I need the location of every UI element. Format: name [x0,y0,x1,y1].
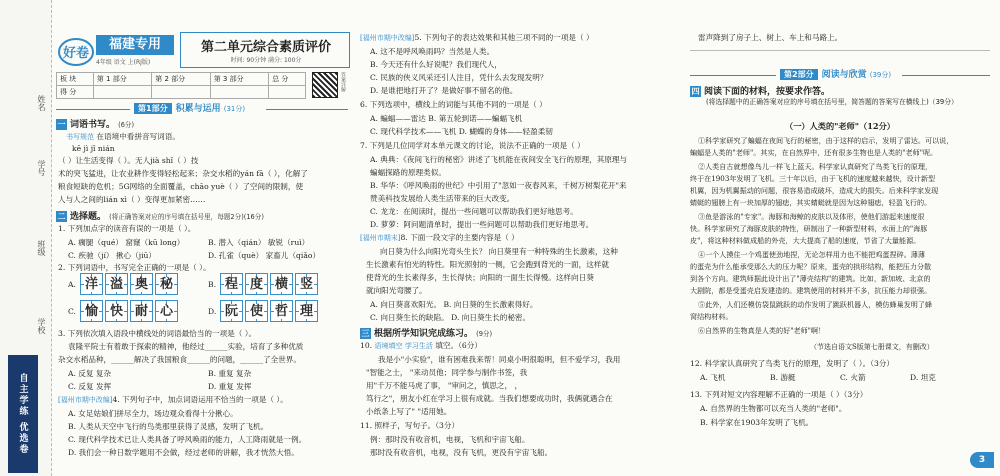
score-input[interactable] [269,86,306,99]
region-badge: 福建专用 [96,35,174,55]
divider [902,75,990,76]
char-boxes-b[interactable] [220,273,318,295]
option-b[interactable]: B. 华华：《呼风唤雨的世纪》中引用了"忽如一夜春风来，千树万树梨花开"来 [370,181,627,190]
article-paragraph: ⑥自然界的生物真是人类的好"老师"啊！ [698,326,826,335]
option-c[interactable]: C. 火箭 [840,373,866,382]
char-box: 程 [220,273,243,295]
carryover-line: 雷声降到了房子上、树上、车上和马路上。 [698,33,843,42]
margin-label-name: 姓名 [37,95,46,111]
option-a-label: A. [68,280,76,289]
page-title: 第二单元综合素质评价 [200,40,331,55]
section-title: 根据所学知识完成练习。 [374,329,474,339]
section-score: (6分) [118,121,135,129]
s1-line: 粮食短缺的危机；5G网络的全面覆盖，chāo yuè（ ）了空间的限制，使 [58,182,304,191]
question-10-title: 填空。（6分） [435,341,482,350]
option-d[interactable]: D. 坦克 [910,373,936,382]
option-c-label: C. [68,307,76,316]
part1-score: (31分) [223,105,246,113]
option-row[interactable]: A. 蝙蝠——雷达 B. 第五轮到诺——蝙蝠飞机 [370,114,523,123]
tag: 语境填空 [374,342,403,350]
question-13: 13. 下列对短文内容理解不正确的一项是（ ）（3分） [690,390,868,399]
logo-icon [56,32,96,68]
article-paragraph: 终于在1903年发明了飞机。三十年以后，由于飞机的速度越来越快，设计新型 [690,174,936,183]
char-box: 阮 [220,300,243,322]
q10-passage[interactable]: "智能之士， "来动员他；同学参与制作书签，我 [366,368,528,377]
section-score: (9分) [476,330,493,338]
article-paragraph: ⑤此外，人们还模仿袋鼠跳跃的动作发明了跳跃机器人，模仿蜂巢发明了蜂 [698,300,933,309]
article-source: （节选自语文S版第七册课文，有删改） [810,343,934,351]
q3-passage: 杂交水稻品种，______解决了我国粮食______的问题，______了全世界。 [58,355,301,364]
option-c[interactable]: C. 龙龙：在阅读时，提出一些问题可以帮助我们更好地思考。 [370,207,578,216]
score-input[interactable] [210,86,268,99]
score-input[interactable] [93,86,151,99]
qr-label: 答案详解 [340,72,346,92]
option-b[interactable]: B. 科学家在1903年发明了飞机。 [700,418,814,427]
question-4 [58,394,288,407]
char-box: 耐 [130,300,153,322]
tag: [福州市期中改编] [58,396,113,404]
section-note: (将正确答案对应的序号填在括号里，每题2分)(16分) [109,213,264,221]
option-b[interactable]: B. 今天还有什么好说呢？我们现代人， [370,60,502,69]
q10-passage: 笃行之"，朋友小红在学习上很有成就。当我们想要成功时，我俩就遇合在 [366,394,613,403]
score-cell: 第 2 部分 [152,73,210,86]
question-5-text: 5. 下列句子的表达效果和其他三项不同的一项是（ ） [414,33,594,42]
q8-passage: 向日葵为什么向阳光弯头生长？ 向日葵里有一种特殊的生长激素，这种 [380,247,618,256]
char-box: 度 [245,273,268,295]
part2-score: (39分) [869,71,892,79]
question-3: 3. 下列依次填入语段中横线处的词语最恰当的一项是（ ）。 [58,329,257,338]
option-a[interactable]: A. 瘸腿（qué） 窟窿（kū long） [68,238,185,247]
option-c[interactable]: C. 疾驰（jí） 揪心（jiū） [68,251,156,260]
option-b[interactable]: B. 人类从天空中飞行的鸟类那里获得了灵感，发明了飞机。 [68,422,269,431]
question-11: 11. 照样子，写句子。（3分） [360,421,460,430]
svg-text:好卷: 好卷 [62,46,90,61]
score-table [56,72,306,99]
grade-label: 4年级 语文 上(RJ版) [96,59,151,66]
question-4-text: 4. 下列句子中，加点词语运用不恰当的一项是（ ）。 [112,395,288,404]
section-number: 一 [57,120,66,129]
question-7: 7. 下列是几位同学对本单元课文的讨论，说法不正确的一项是（ ） [360,141,585,150]
option-c[interactable]: C. 反复 发挥 [68,382,112,391]
part2-heading [780,67,891,83]
s1-line: 术的突飞猛进，让农业耕作变得轻松起来；杂交水稻的yán fā（ ），化解了 [58,169,308,178]
section-title: 选择题。 [70,212,107,222]
q8-passage: 就向阳光弯腰了。 [366,286,427,295]
article-paragraph: 的蛋壳为什么能承受那么大的压力呢？原来，蛋壳的拱形结构，能把压力分散 [690,262,932,271]
section-title: 词语书写。 [70,120,116,130]
part1-tag: 第1部分 [134,103,172,114]
score-cell: 得 分 [57,86,94,99]
section-number: 四 [691,87,700,96]
brand-label: 自主学练 优选卷 [8,355,38,473]
q11-example: 例：那时没有收音机，电视，飞机和宇宙飞船。 [370,435,530,444]
tag: 学习生活 [404,342,433,350]
s1-line: 人与人之间的lián xì（ ）变得更加紧密…… [58,195,206,204]
option-b[interactable]: B. 重复 复杂 [208,369,252,378]
q11-example: 那时没有收音机，电视，没有飞机，更没有宇宙飞船。 [370,448,553,457]
option-b[interactable]: B. 潜入（qián） 敏锐（ruì） [208,238,310,247]
section-number: 二 [57,212,66,221]
qr-code-icon[interactable] [312,72,338,98]
q10-passage[interactable]: 小纸条上写了" "适用她。 [366,407,452,416]
column-2 [360,0,678,476]
option-a[interactable]: A. 飞机 [700,373,726,382]
tag: [福州市期中改编] [360,34,415,42]
score-cell: 第 1 部分 [93,73,151,86]
article-paragraph: 蝙蝠是人类的"老师"。其实，在自然界中，还有很多生物也是人类的"老师"呢。 [690,148,938,157]
option-row[interactable]: A. 向日葵喜欢阳光。 B. 向日葵的生长激素得好。 [370,300,538,309]
option-c[interactable]: C. 民族的侠义风采还引人注目，凭什么去发现发明？ [370,73,548,82]
part1-title: 积累与运用 [175,104,221,114]
char-box: 愉 [80,300,103,322]
question-number: 10. [360,341,373,350]
question-8-text: 8. 下面一段文字的主要内容是（ ） [400,233,519,242]
char-box: 竖 [295,273,318,295]
section-4-note: (将选择题中的正确答案对应的序号填在括号里，简答题的答案写在横线上)（39分） [706,98,958,106]
s1-line: （ ）让生活变得（ ）。无人jià shǐ（ ）技 [58,156,199,165]
option-row[interactable]: C. 现代科学技术——飞机 D. 蝴蝶的身体——轻盈柔韧 [370,127,553,136]
option-b-label: B. [208,280,216,289]
article-paragraph: 机翼，因为机翼振动的问题，很容易造成破坏，造成大的损失。后来科学家发现 [690,186,939,195]
score-cell: 第 3 部分 [210,73,268,86]
article-paragraph: 蜻蜓的翅膀上有一块加厚的翅痣，其实蜻蜓就是因为这种翅痣，轻盈飞行的。 [690,198,932,207]
section-1-heading [56,117,134,130]
section-2-heading [56,209,264,222]
section-4-heading [690,84,830,97]
char-box: 哲 [270,300,293,322]
score-cell: 总 分 [269,73,306,86]
column-1 [56,0,348,476]
article-title: （一）人类的"老师"（12分） [785,121,895,131]
article-paragraph: ①科学家研究了蝙蝠在夜间飞行的秘密，由于这样的启示，发明了雷达。可以说， [698,136,954,145]
score-cell: 板 块 [57,73,94,86]
char-boxes-a[interactable] [80,273,178,295]
option-row[interactable]: C. 向日葵生长的缺陷。 D. 向日葵生长的秘密。 [370,313,531,322]
q8-passage: 使背光的生长素得多，生长得快；向阳的一面生长得慢。这样向日葵 [366,273,594,282]
option-a[interactable]: A. 这不是呼风唤雨吗？当然是人类。 [370,47,495,56]
char-box: 横 [270,273,293,295]
option-d[interactable]: D. 我们会一种日数学题用不会做，经过老师的讲解，我才恍然大悟。 [68,448,299,457]
s1-intro-text: 在语境中看拼音写词语。 [96,132,180,141]
q10-passage[interactable]: 用"千万不能马虎了事， "审问之，慎思之， ， [366,381,523,390]
header [56,32,348,70]
pinyin-line: kē jì jǐ nián [72,144,115,153]
divider [690,50,990,51]
divider [266,109,348,110]
char-box: 洋 [80,273,103,295]
option-a-cont: 蝙蝠探路的原理类似。 [370,168,446,177]
part1-heading [134,101,245,117]
char-box: 秘 [155,273,178,295]
article-paragraph: ④一个人摸住一个鸡蛋使劲地捏，无论怎样用力也不能把鸡蛋捏碎。薄薄 [698,250,925,259]
article-paragraph: 快。科学家研究了海豚皮肤的特性，研制出了一种新型材料，水面上的"海豚 [690,224,928,233]
binding-margin [0,0,52,476]
column-3 [690,0,990,476]
q8-passage: 生长激素有怕光的特性。阳光照射的一侧，它会跑到背光的一面，这样就 [366,260,609,269]
section-number: 三 [361,329,370,338]
char-box: 奥 [130,273,153,295]
divider [56,109,130,110]
score-input[interactable] [152,86,210,99]
option-a[interactable]: A. 自然界的生物都可以充当人类的"老师"。 [700,404,847,413]
char-box: 快 [105,300,128,322]
margin-label-class: 班级 [37,240,46,256]
option-b[interactable]: B. 游艇 [770,373,796,382]
question-2: 2. 下列词语中，书写完全正确的一项是（ ）。 [58,263,211,272]
question-8 [360,232,519,245]
option-a[interactable]: A. 女足姑娘们拼尽全力，场边观众看得十分揪心。 [68,409,238,418]
option-d-label: D. [208,307,217,316]
question-12: 12. 科学家认真研究了鸟类飞行的原理，发明了（ ）。（3分） [690,359,894,368]
char-box: 心 [155,300,178,322]
page-subtitle: 时间: 90分钟 满分: 100分 [230,57,302,64]
question-1: 1. 下列加点字的读音有误的一项是（ ）。 [58,224,196,233]
article-paragraph: 皮"，将这种材料做成船的外壳，大大提高了船的速度，节省了大量能源。 [690,236,921,245]
tag: [福州市期末] [360,234,401,242]
margin-label-id: 学号 [37,160,46,176]
char-box: 溢 [105,273,128,295]
option-d[interactable]: D. 孔雀（què） 家畜儿（qiǎo） [208,251,321,260]
question-6: 6. 下列选项中，横线上的词能与其他不同的一项是（ ） [360,100,547,109]
article-paragraph: ③鱼是游泳的"专家"。海豚和海鲸的皮肤以及体形，使他们游起来速度很 [698,212,925,221]
option-a[interactable]: A. 典典：《夜间飞行的秘密》讲述了飞机能在夜间安全飞行的原理，其原理与 [370,155,628,164]
article-paragraph: 到各个方向。建筑师据此设计出了"薄壳结构"的建筑。比如，新加坡、北京的 [690,274,931,283]
article-paragraph: 窝结构材料。 [690,312,733,321]
option-d[interactable]: D. 重复 发挥 [208,382,252,391]
tag: 书写规范 [66,133,94,141]
margin-label-school: 学校 [37,318,46,334]
option-b-cont: 赞美科技发展给人类生活带来的巨大改变。 [370,194,515,203]
divider [690,75,776,76]
part2-tag: 第2部分 [780,69,818,80]
title-box [180,32,350,68]
section-title: 阅读下面的材料，按要求作答。 [704,87,831,97]
q3-passage: 袁隆平院士有着敢于探索的精神，他经过______实验，培育了多种优质 [68,342,304,351]
option-d[interactable]: D. 是谁把地打开了？是做好事不留名的他。 [370,86,518,95]
q10-passage: 我是小"小实验"，谁有困难我来帮！同桌小明很聪明，但不爱学习，我用 [378,355,621,364]
question-5 [360,32,594,45]
s1-intro [66,131,180,144]
char-boxes-d[interactable] [220,300,318,322]
page-number: 3 [970,452,994,468]
char-box: 理 [295,300,318,322]
option-c[interactable]: C. 现代科学技术已让人类具备了呼风唤雨的能力，人工降雨就是一例。 [68,435,307,444]
part2-title: 阅读与欣赏 [821,70,867,80]
char-boxes-c[interactable] [80,300,178,322]
option-a[interactable]: A. 反复 复杂 [68,369,112,378]
article-paragraph: ②人类自古就想像鸟儿一样飞上蓝天。科学家认真研究了鸟类飞行的原理， [698,162,933,171]
option-d[interactable]: D. 萝萝：阿问题清单时，提出一些问题可以帮助我们更好地思考。 [370,220,594,229]
char-box: 使 [245,300,268,322]
question-10 [360,340,482,353]
article-paragraph: 大剧院，都是受蛋壳启发建造的。建筑使用的材料并不多，抗压能力却很强。 [690,286,932,295]
section-3-heading [360,326,492,339]
